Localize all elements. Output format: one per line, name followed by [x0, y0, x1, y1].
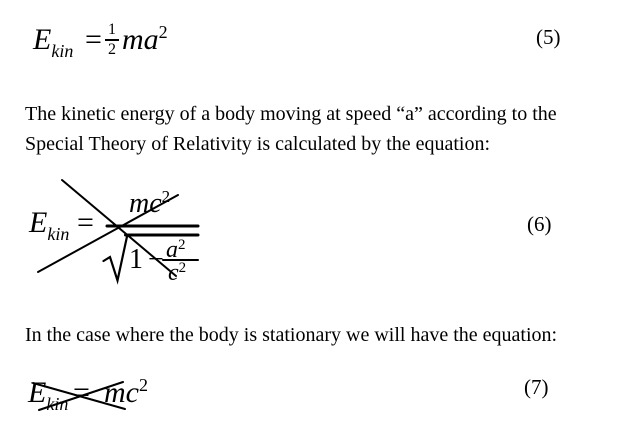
eq6-lhs-base: E	[29, 206, 48, 239]
eq6-inner-denominator-superscript: 2	[178, 260, 187, 276]
eq5-lhs-base: E	[33, 23, 52, 56]
eq6-numerator-superscript: 2	[161, 187, 171, 206]
paragraph-1-line-1: The kinetic energy of a body moving at speed “a” according to the	[25, 103, 557, 125]
eq7-rhs	[104, 375, 148, 409]
eq5-equals-sign: =	[85, 23, 102, 56]
eq7-lhs-base: E	[28, 376, 47, 409]
eq6-lhs-subscript: kin	[47, 224, 70, 244]
eq6-numerator-base: mc	[129, 188, 162, 219]
eq6-equals-sign: =	[77, 206, 94, 239]
eq6-inner-fraction-denominator	[168, 261, 186, 285]
paragraph-2	[25, 320, 557, 350]
eq5-number: (5)	[536, 25, 561, 49]
eq6-radicand-minus: −	[148, 244, 164, 275]
eq7-number: (7)	[524, 375, 549, 399]
paragraph-1-line-2: Special Theory of Relativity is calculated by the equation:	[25, 133, 491, 155]
eq6-fraction-numerator	[129, 187, 171, 219]
eq6-inner-numerator-superscript: 2	[178, 237, 186, 253]
eq5-rhs-superscript: 2	[158, 22, 168, 42]
eq6-number: (6)	[527, 212, 552, 236]
eq6-inner-numerator-base: a	[166, 237, 178, 263]
eq5-lhs-subscript: kin	[51, 41, 74, 61]
eq6-inner-fraction-numerator	[166, 238, 186, 262]
eq7-lhs	[28, 376, 69, 414]
eq5-fraction-denominator: 2	[108, 41, 116, 58]
eq7-lhs-subscript: kin	[46, 394, 69, 414]
eq5-rhs-base: ma	[122, 23, 159, 56]
eq5-rhs	[122, 22, 168, 56]
paragraph-1	[25, 99, 557, 159]
paragraph-2-line-1: In the case where the body is stationary we will have the equation:	[25, 324, 558, 346]
eq7-equals-sign: =	[73, 376, 90, 409]
eq5-lhs	[33, 23, 74, 61]
eq6-lhs	[29, 206, 70, 244]
eq5-fraction-numerator: 1	[108, 21, 116, 38]
eq7-rhs-superscript: 2	[138, 375, 148, 395]
eq6-inner-denominator-base: c	[168, 260, 179, 286]
eq5-one-half-fraction	[105, 22, 119, 58]
eq6-radicand-one: 1	[129, 244, 143, 275]
eq7-rhs-base: mc	[104, 376, 139, 409]
